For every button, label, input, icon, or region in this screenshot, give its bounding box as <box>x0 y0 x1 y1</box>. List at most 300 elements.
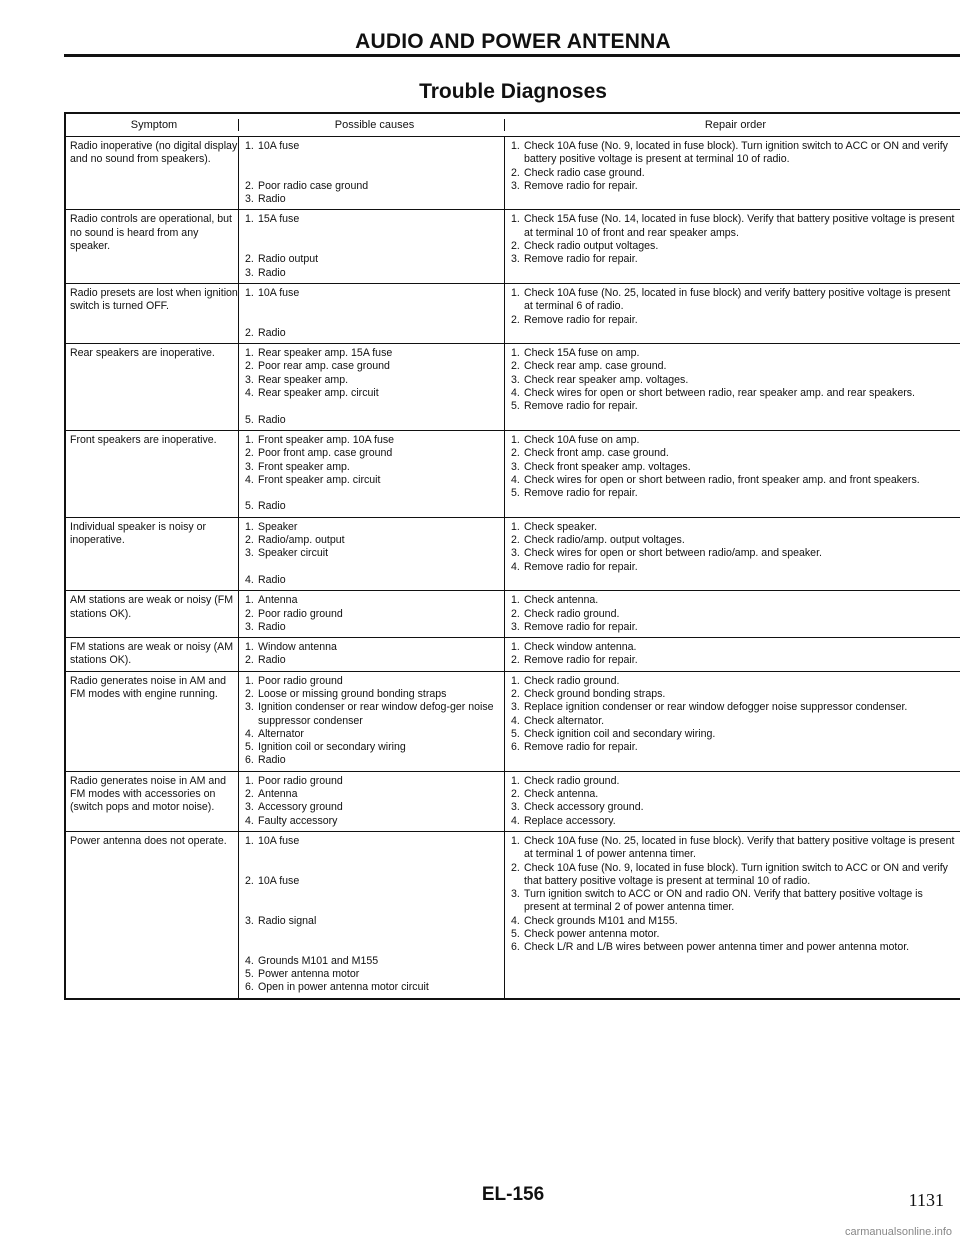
cause-item <box>245 968 504 981</box>
cause-item <box>245 521 504 534</box>
symptom-cell: Power antenna does not operate. <box>70 834 227 847</box>
repair-number: 5. <box>511 400 520 413</box>
cause-number: 1. <box>245 140 254 152</box>
repair-item <box>511 213 960 240</box>
cause-item <box>245 621 504 634</box>
cause-text: Radio <box>258 413 286 426</box>
cause-text: Poor rear amp. case ground <box>258 360 390 373</box>
cause-item <box>245 287 504 300</box>
cause-text: Ignition condenser or rear window defog-ger noise suppressor condenser <box>258 701 494 727</box>
cause-number: 2. <box>245 654 254 667</box>
cause-item <box>245 955 504 968</box>
repair-number: 2. <box>511 447 520 460</box>
cause-item <box>245 474 504 487</box>
repair-text: Check rear amp. case ground. <box>524 360 667 373</box>
cause-text: Front speaker amp. 10A fuse <box>258 433 395 446</box>
cause-text: Power antenna motor <box>258 967 360 980</box>
repair-text: Check antenna. <box>524 594 599 607</box>
cause-number: 4. <box>245 573 254 586</box>
cause-item <box>245 815 504 828</box>
cause-text: Radio/amp. output <box>258 534 345 547</box>
cause-text: Poor radio ground <box>258 774 343 787</box>
table-row <box>66 344 960 431</box>
cause-number: 3. <box>245 460 254 473</box>
repair-number: 1. <box>511 834 520 847</box>
cause-text: Radio signal <box>258 914 317 927</box>
symptom-cell: Radio generates noise in AM and FM modes with accessories on (switch pops and motor noise). <box>70 774 227 814</box>
watermark: carmanualsonline.info <box>844 1226 952 1238</box>
causes-cell <box>238 431 504 517</box>
cause-item <box>245 775 504 788</box>
repair-item <box>511 815 960 828</box>
repair-text: Check speaker. <box>524 520 598 533</box>
repair-number: 2. <box>511 687 520 700</box>
repair-number: 3. <box>511 253 520 266</box>
repair-text: Check window antenna. <box>524 641 637 654</box>
cause-text: Open in power antenna motor circuit <box>258 981 429 994</box>
table-body <box>66 137 960 998</box>
cause-item <box>245 835 504 848</box>
causes-cell <box>238 832 504 998</box>
repair-item <box>511 547 960 560</box>
repair-item <box>511 534 960 547</box>
cause-text: 10A fuse <box>258 874 300 887</box>
repair-text: Check 10A fuse (No. 9, located in fuse block). Turn ignition switch to ACC or ON and verify battery positive voltage is present at terminal 10 of radio. <box>524 140 948 166</box>
cause-number: 6. <box>245 754 254 767</box>
cause-number: 1. <box>245 433 254 446</box>
cause-text: Radio output <box>258 253 319 266</box>
repair-text: Check antenna. <box>524 788 599 801</box>
cause-number: 1. <box>245 641 254 654</box>
repair-text: Remove radio for repair. <box>524 560 638 573</box>
repair-text: Remove radio for repair. <box>524 179 638 192</box>
repair-cell <box>504 772 960 831</box>
causes-cell <box>238 518 504 590</box>
repair-text: Check 10A fuse (No. 25, located in fuse block). Verify that battery positive voltage is present at terminal 1 of power antenna timer. <box>524 834 955 861</box>
repair-number: 1. <box>511 433 520 446</box>
repair-text: Check L/R and L/B wires between power antenna timer and power antenna motor. <box>524 941 910 954</box>
cause-text: 10A fuse <box>258 834 300 847</box>
repair-number: 1. <box>511 213 520 226</box>
cause-text: Poor radio ground <box>258 607 343 620</box>
repair-text: Check ground bonding straps. <box>524 687 666 700</box>
repair-number: 5. <box>511 727 520 740</box>
cause-number: 1. <box>245 774 254 787</box>
cause-item <box>245 741 504 754</box>
cause-text: 10A fuse <box>258 286 300 299</box>
cause-number: 4. <box>245 814 254 827</box>
repair-item <box>511 688 960 701</box>
cause-text: Loose or missing ground bonding straps <box>258 687 447 700</box>
cause-item <box>245 140 504 153</box>
cause-item <box>245 461 504 474</box>
cause-number: 1. <box>245 213 254 226</box>
table-row <box>66 591 960 638</box>
page-header-title: AUDIO AND POWER ANTENNA <box>355 30 671 53</box>
trouble-diagnoses-table <box>64 112 960 1000</box>
cause-item <box>245 981 504 994</box>
repair-number: 2. <box>511 861 520 874</box>
repair-text: Replace ignition condenser or rear window defogger noise suppressor condenser. <box>524 701 908 714</box>
cause-text: Accessory ground <box>258 801 343 814</box>
cause-text: Radio <box>258 654 286 667</box>
repair-cell <box>504 137 960 209</box>
repair-number: 2. <box>511 654 520 667</box>
repair-number: 4. <box>511 714 520 727</box>
repair-item <box>511 434 960 447</box>
cause-text: Radio <box>258 193 286 206</box>
repair-text: Remove radio for repair. <box>524 487 638 500</box>
cause-number: 2. <box>245 874 254 887</box>
repair-item <box>511 487 960 500</box>
cause-item <box>245 434 504 447</box>
cause-text: Radio <box>258 266 286 279</box>
repair-item <box>511 941 960 954</box>
cause-text: 15A fuse <box>258 213 300 226</box>
repair-item <box>511 788 960 801</box>
repair-number: 3. <box>511 547 520 560</box>
cause-item <box>245 728 504 741</box>
cause-item <box>245 500 504 513</box>
repair-item <box>511 701 960 714</box>
repair-text: Check 15A fuse on amp. <box>524 347 640 360</box>
cause-item <box>245 654 504 667</box>
cause-number: 2. <box>245 326 254 339</box>
cause-item <box>245 327 504 340</box>
repair-item <box>511 447 960 460</box>
repair-item <box>511 835 960 862</box>
repair-text: Check radio case ground. <box>524 166 645 179</box>
repair-number: 2. <box>511 166 520 179</box>
cause-item <box>245 547 504 560</box>
cause-number: 5. <box>245 500 254 513</box>
repair-cell <box>504 284 960 343</box>
repair-item <box>511 928 960 941</box>
cause-item <box>245 641 504 654</box>
cause-number: 3. <box>245 914 254 927</box>
cause-item <box>245 374 504 387</box>
repair-text: Check radio output voltages. <box>524 240 659 253</box>
repair-text: Check rear speaker amp. voltages. <box>524 373 689 386</box>
repair-number: 3. <box>511 620 520 633</box>
cause-text: Radio <box>258 754 286 767</box>
cause-number: 3. <box>245 266 254 279</box>
symptom-cell: Radio presets are lost when ignition switch is turned OFF. <box>70 286 238 313</box>
cause-number: 1. <box>245 674 254 687</box>
cause-item <box>245 675 504 688</box>
cause-text: Antenna <box>258 788 298 801</box>
cause-number: 2. <box>245 534 254 547</box>
repair-number: 4. <box>511 473 520 486</box>
cause-item <box>245 447 504 460</box>
repair-text: Remove radio for repair. <box>524 620 638 633</box>
repair-item <box>511 167 960 180</box>
column-header-symptom: Symptom <box>130 119 178 131</box>
causes-cell <box>238 772 504 831</box>
repair-cell <box>504 672 960 771</box>
cause-number: 3. <box>245 373 254 386</box>
repair-text: Check grounds M101 and M155. <box>524 914 678 927</box>
cause-item <box>245 701 504 728</box>
repair-item <box>511 314 960 327</box>
repair-number: 1. <box>511 140 520 152</box>
repair-item <box>511 561 960 574</box>
table-row <box>66 284 960 344</box>
cause-number: 5. <box>245 967 254 980</box>
repair-text: Check radio/amp. output voltages. <box>524 534 685 547</box>
cause-text: Radio <box>258 620 286 633</box>
cause-text: Ignition coil or secondary wiring <box>258 741 406 754</box>
repair-number: 2. <box>511 788 520 801</box>
cause-item <box>245 180 504 193</box>
repair-number: 1. <box>511 594 520 607</box>
repair-item <box>511 862 960 889</box>
repair-item <box>511 287 960 314</box>
repair-item <box>511 461 960 474</box>
repair-item <box>511 654 960 667</box>
repair-number: 2. <box>511 313 520 326</box>
cause-item <box>245 875 504 888</box>
repair-number: 3. <box>511 179 520 192</box>
repair-item <box>511 801 960 814</box>
cause-text: Rear speaker amp. circuit <box>258 387 379 400</box>
cause-item <box>245 387 504 400</box>
repair-item <box>511 608 960 621</box>
table-row <box>66 772 960 832</box>
cause-text: 10A fuse <box>258 140 300 152</box>
sheet-number: 1131 <box>908 1190 944 1210</box>
repair-item <box>511 775 960 788</box>
cause-text: Front speaker amp. <box>258 460 350 473</box>
repair-number: 1. <box>511 774 520 787</box>
cause-text: Faulty accessory <box>258 814 338 827</box>
repair-number: 4. <box>511 814 520 827</box>
cause-number: 4. <box>245 727 254 740</box>
cause-item <box>245 193 504 206</box>
repair-number: 1. <box>511 674 520 687</box>
cause-number: 3. <box>245 193 254 206</box>
cause-item <box>245 253 504 266</box>
repair-text: Check wires for open or short between radio, rear speaker amp. and rear speakers. <box>524 387 915 400</box>
cause-number: 1. <box>245 834 254 847</box>
repair-number: 4. <box>511 387 520 400</box>
repair-item <box>511 915 960 928</box>
repair-text: Check 10A fuse (No. 25, located in fuse block) and verify battery positive voltage is present at terminal 6 of radio. <box>524 286 951 313</box>
repair-number: 2. <box>511 360 520 373</box>
repair-number: 5. <box>511 928 520 941</box>
symptom-cell: AM stations are weak or noisy (FM stations OK). <box>70 594 234 620</box>
cause-item <box>245 213 504 226</box>
cause-number: 1. <box>245 594 254 607</box>
table-row <box>66 137 960 210</box>
repair-item <box>511 347 960 360</box>
repair-cell <box>504 591 960 637</box>
cause-text: Poor radio ground <box>258 674 343 687</box>
cause-number: 3. <box>245 547 254 560</box>
repair-text: Check radio ground. <box>524 674 620 687</box>
symptom-cell: Radio generates noise in AM and FM modes with engine running. <box>70 674 227 700</box>
repair-number: 1. <box>511 641 520 654</box>
repair-text: Check accessory ground. <box>524 801 644 814</box>
table-header <box>66 114 960 137</box>
repair-item <box>511 715 960 728</box>
repair-number: 2. <box>511 534 520 547</box>
cause-number: 4. <box>245 954 254 967</box>
repair-item <box>511 474 960 487</box>
cause-text: Radio <box>258 326 286 339</box>
repair-number: 5. <box>511 487 520 500</box>
repair-text: Turn ignition switch to ACC or ON and radio ON. Verify that battery positive voltage is present at terminal 2 of power antenna timer. <box>524 888 923 914</box>
cause-item <box>245 754 504 767</box>
causes-cell <box>238 591 504 637</box>
repair-number: 3. <box>511 701 520 714</box>
repair-cell <box>504 431 960 517</box>
repair-text: Check 10A fuse (No. 9, located in fuse block). Turn ignition switch to ACC or ON and verify that battery positive voltage is present at terminal 10 of radio. <box>524 861 948 887</box>
repair-item <box>511 741 960 754</box>
repair-number: 2. <box>511 240 520 253</box>
causes-cell <box>238 344 504 430</box>
cause-item <box>245 574 504 587</box>
repair-item <box>511 728 960 741</box>
cause-item <box>245 594 504 607</box>
repair-cell <box>504 832 960 998</box>
cause-number: 4. <box>245 387 254 400</box>
symptom-cell: Individual speaker is noisy or inoperative. <box>70 520 207 547</box>
repair-cell <box>504 344 960 430</box>
repair-number: 4. <box>511 914 520 927</box>
table-row <box>66 638 960 672</box>
repair-text: Check alternator. <box>524 714 605 727</box>
symptom-cell: FM stations are weak or noisy (AM stations OK). <box>70 641 234 667</box>
cause-number: 5. <box>245 413 254 426</box>
repair-item <box>511 253 960 266</box>
table-row <box>66 431 960 518</box>
cause-text: Speaker circuit <box>258 547 329 560</box>
cause-number: 2. <box>245 360 254 373</box>
cause-item <box>245 688 504 701</box>
repair-number: 6. <box>511 741 520 754</box>
cause-item <box>245 801 504 814</box>
cause-number: 3. <box>245 801 254 814</box>
cause-number: 6. <box>245 981 254 994</box>
repair-text: Check ignition coil and secondary wiring. <box>524 727 716 740</box>
repair-text: Remove radio for repair. <box>524 741 638 754</box>
repair-item <box>511 521 960 534</box>
cause-text: Antenna <box>258 594 298 607</box>
table-row <box>66 210 960 283</box>
header-rule <box>64 54 960 57</box>
repair-text: Check wires for open or short between radio/amp. and speaker. <box>524 547 822 560</box>
repair-number: 1. <box>511 347 520 360</box>
repair-text: Remove radio for repair. <box>524 654 638 667</box>
cause-text: Alternator <box>258 727 304 740</box>
repair-cell <box>504 638 960 671</box>
repair-item <box>511 140 960 167</box>
repair-item <box>511 360 960 373</box>
cause-item <box>245 360 504 373</box>
table-row <box>66 832 960 998</box>
symptom-cell: Radio controls are operational, but no sound is heard from any speaker. <box>70 213 232 253</box>
repair-item <box>511 400 960 413</box>
repair-text: Check front amp. case ground. <box>524 447 669 460</box>
repair-text: Replace accessory. <box>524 814 616 827</box>
repair-text: Check radio ground. <box>524 607 620 620</box>
symptom-cell: Rear speakers are inoperative. <box>70 347 215 360</box>
cause-number: 2. <box>245 788 254 801</box>
repair-text: Check radio ground. <box>524 774 620 787</box>
repair-text: Remove radio for repair. <box>524 313 638 326</box>
cause-item <box>245 414 504 427</box>
repair-text: Remove radio for repair. <box>524 400 638 413</box>
table-row <box>66 518 960 591</box>
repair-item <box>511 240 960 253</box>
cause-text: Radio <box>258 573 286 586</box>
repair-number: 2. <box>511 607 520 620</box>
repair-item <box>511 641 960 654</box>
repair-text: Check 10A fuse on amp. <box>524 433 640 446</box>
cause-text: Radio <box>258 500 286 513</box>
cause-number: 2. <box>245 687 254 700</box>
cause-number: 2. <box>245 447 254 460</box>
repair-text: Check wires for open or short between radio, front speaker amp. and front speakers. <box>524 473 920 486</box>
repair-item <box>511 387 960 400</box>
repair-number: 6. <box>511 941 520 954</box>
cause-item <box>245 608 504 621</box>
column-header-repair-order: Repair order <box>504 119 960 131</box>
cause-number: 1. <box>245 347 254 360</box>
cause-number: 3. <box>245 701 254 714</box>
column-header-possible-causes: Possible causes <box>238 119 504 131</box>
cause-number: 1. <box>245 286 254 299</box>
repair-number: 3. <box>511 373 520 386</box>
cause-number: 4. <box>245 473 254 486</box>
repair-item <box>511 621 960 634</box>
repair-number: 3. <box>511 888 520 901</box>
cause-text: Front speaker amp. circuit <box>258 473 381 486</box>
repair-number: 3. <box>511 460 520 473</box>
repair-cell <box>504 518 960 590</box>
repair-number: 3. <box>511 801 520 814</box>
page-code: EL-156 <box>481 1184 545 1205</box>
repair-item <box>511 374 960 387</box>
repair-item <box>511 888 960 915</box>
cause-number: 1. <box>245 520 254 533</box>
section-title: Trouble Diagnoses <box>419 80 607 103</box>
cause-text: Poor radio case ground <box>258 179 369 192</box>
repair-number: 4. <box>511 560 520 573</box>
repair-text: Check power antenna motor. <box>524 928 660 941</box>
cause-text: Speaker <box>258 520 298 533</box>
cause-item <box>245 534 504 547</box>
causes-cell <box>238 284 504 343</box>
causes-cell <box>238 137 504 209</box>
repair-item <box>511 675 960 688</box>
repair-item <box>511 180 960 193</box>
cause-item <box>245 347 504 360</box>
cause-number: 2. <box>245 607 254 620</box>
cause-text: Rear speaker amp. <box>258 373 349 386</box>
cause-item <box>245 915 504 928</box>
causes-cell <box>238 210 504 282</box>
cause-number: 2. <box>245 253 254 266</box>
repair-item <box>511 594 960 607</box>
symptom-cell: Front speakers are inoperative. <box>70 433 217 446</box>
cause-text: Grounds M101 and M155 <box>258 954 379 967</box>
symptom-cell: Radio inoperative (no digital display and no sound from speakers). <box>70 140 238 166</box>
repair-number: 1. <box>511 286 520 299</box>
repair-text: Check front speaker amp. voltages. <box>524 460 691 473</box>
cause-item <box>245 788 504 801</box>
